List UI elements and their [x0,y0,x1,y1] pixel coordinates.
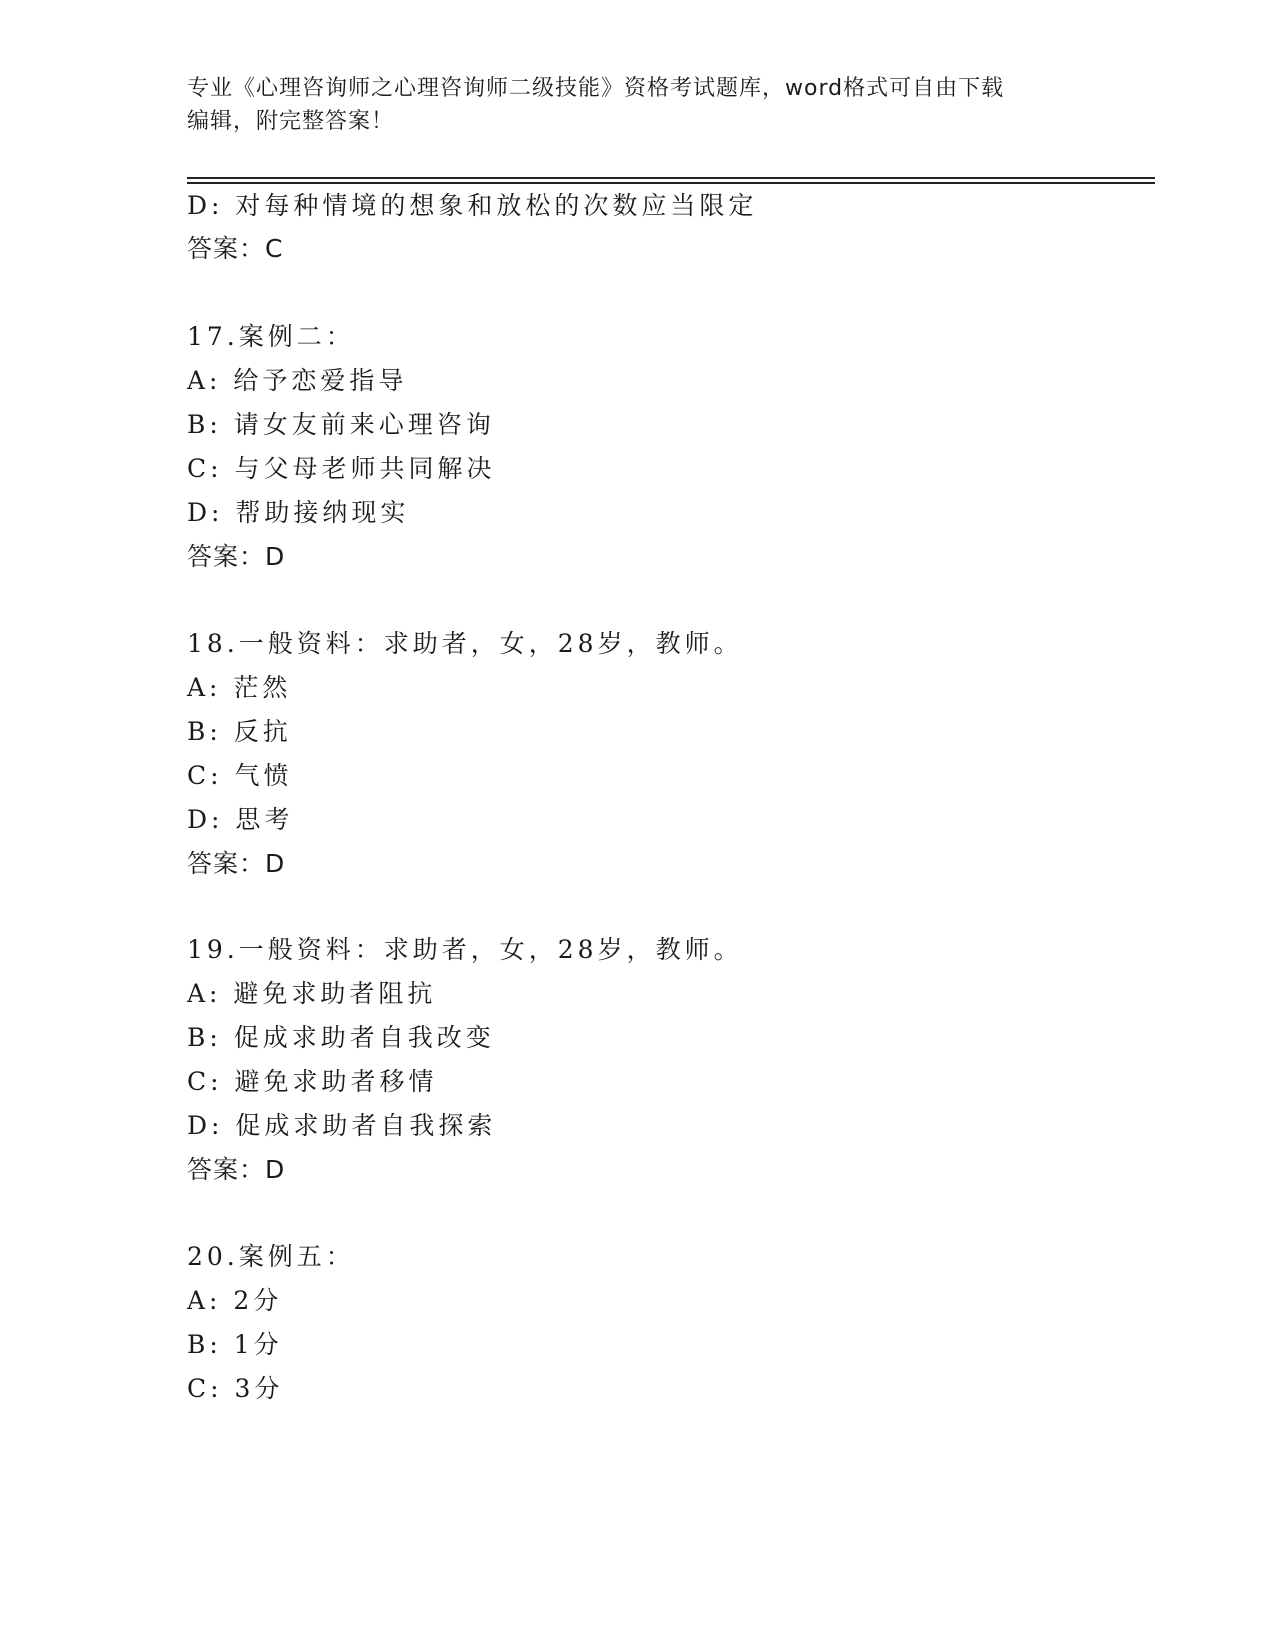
q20-option-c: C: 3分 [187,1374,284,1403]
q17-option-c: C: 与父母老师共同解决 [187,454,496,483]
q20-option-b: B: 1分 [187,1330,283,1359]
document-header [187,72,1087,138]
q18-option-d: D: 思考 [187,805,294,834]
q19-option-d: D: 促成求助者自我探索 [187,1111,497,1140]
q17-answer: 答案：D [187,542,286,571]
q19-option-c: C: 避免求助者移情 [187,1067,438,1096]
q19-option-a: A: 避免求助者阻抗 [187,979,437,1008]
q18-option-a: A: 茫然 [187,673,292,702]
q20-option-a: A: 2分 [187,1286,283,1315]
q16-answer: 答案：C [187,234,284,263]
q18-option-c: C: 气愤 [187,761,293,790]
q17-option-a: A: 给予恋爱指导 [187,366,408,395]
q19-stem: 19.一般资料：求助者，女，28岁，教师。 [187,935,743,964]
q17-option-d: D: 帮助接纳现实 [187,498,410,527]
q19-answer: 答案：D [187,1155,286,1184]
header-line-2: 编辑，附完整答案！ [187,109,395,134]
q18-stem: 18.一般资料：求助者，女，28岁，教师。 [187,629,743,658]
q17-option-b: B: 请女友前来心理咨询 [187,410,495,439]
header-divider-bottom [187,182,1155,184]
q18-answer: 答案：D [187,849,286,878]
q17-stem: 17.案例二： [187,322,355,351]
header-divider-top [187,177,1155,179]
q18-option-b: B: 反抗 [187,717,292,746]
q20-stem: 20.案例五： [187,1242,355,1271]
q19-option-b: B: 促成求助者自我改变 [187,1023,495,1052]
q16-option-d: D: 对每种情境的想象和放松的次数应当限定 [187,191,758,220]
header-line-1: 专业《心理咨询师之心理咨询师二级技能》资格考试题库，word格式可自由下载 [187,76,1005,101]
